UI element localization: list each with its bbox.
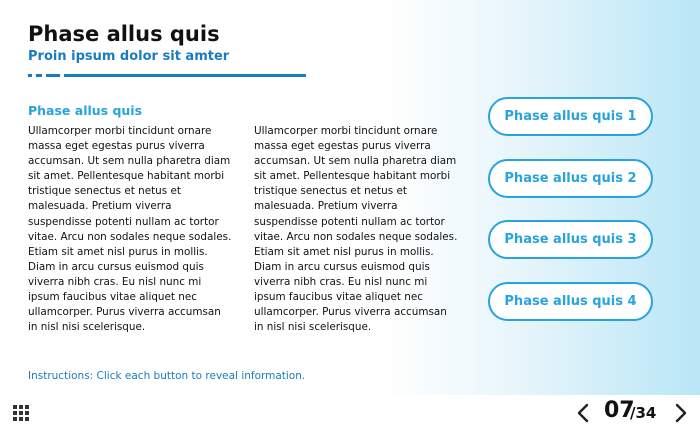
page-current: 07 <box>604 398 635 423</box>
player-footer <box>0 395 700 432</box>
column-heading: Phase allus quis <box>28 103 143 118</box>
title-underline <box>28 74 308 77</box>
chevron-left-icon[interactable] <box>576 403 590 423</box>
instructions-text: Instructions: Click each button to reveal information. <box>28 370 306 382</box>
column-b-text: Ullamcorper morbi tincidunt ornare massa eget egestas purus viverra accumsan. Ut sem nulla pharetra diam sit amet. Pellentesque habitant morbi tristique senectus et netus et malesuada. Pretium viverra suspendisse potenti nullam ac tortor vitae. Arcu non sodales neque sodales. Etiam sit amet nisl purus in mollis. Diam in arcu cursus euismod quis viverra nibh cras. Eu nisl nunc mi ipsum faucibus vitae aliquet nec ullamcorper. Purus viverra accumsan in nisl nisi scelerisque. <box>254 125 458 334</box>
grid-menu-icon[interactable] <box>13 405 29 421</box>
reveal-button-1[interactable]: Phase allus quis 1 <box>488 97 653 136</box>
page-total: /34 <box>630 404 657 422</box>
reveal-button-3[interactable]: Phase allus quis 3 <box>488 220 653 259</box>
column-a-text: Ullamcorper morbi tincidunt ornare massa eget egestas purus viverra accumsan. Ut sem nulla pharetra diam sit amet. Pellentesque habitant morbi tristique senectus et netus et malesuada. Pretium viverra suspendisse potenti nullam ac tortor vitae. Arcu non sodales neque sodales. Etiam sit amet nisl purus in mollis. Diam in arcu cursus euismod quis viverra nibh cras. Eu nisl nunc mi ipsum faucibus vitae aliquet nec ullamcorper. Purus viverra accumsan in nisl nisi scelerisque. <box>28 125 232 334</box>
reveal-button-4[interactable]: Phase allus quis 4 <box>488 282 653 321</box>
reveal-button-2[interactable]: Phase allus quis 2 <box>488 159 653 198</box>
slide-title: Phase allus quis <box>28 22 220 46</box>
slide-subtitle: Proin ipsum dolor sit amter <box>28 49 230 64</box>
chevron-right-icon[interactable] <box>674 403 688 423</box>
